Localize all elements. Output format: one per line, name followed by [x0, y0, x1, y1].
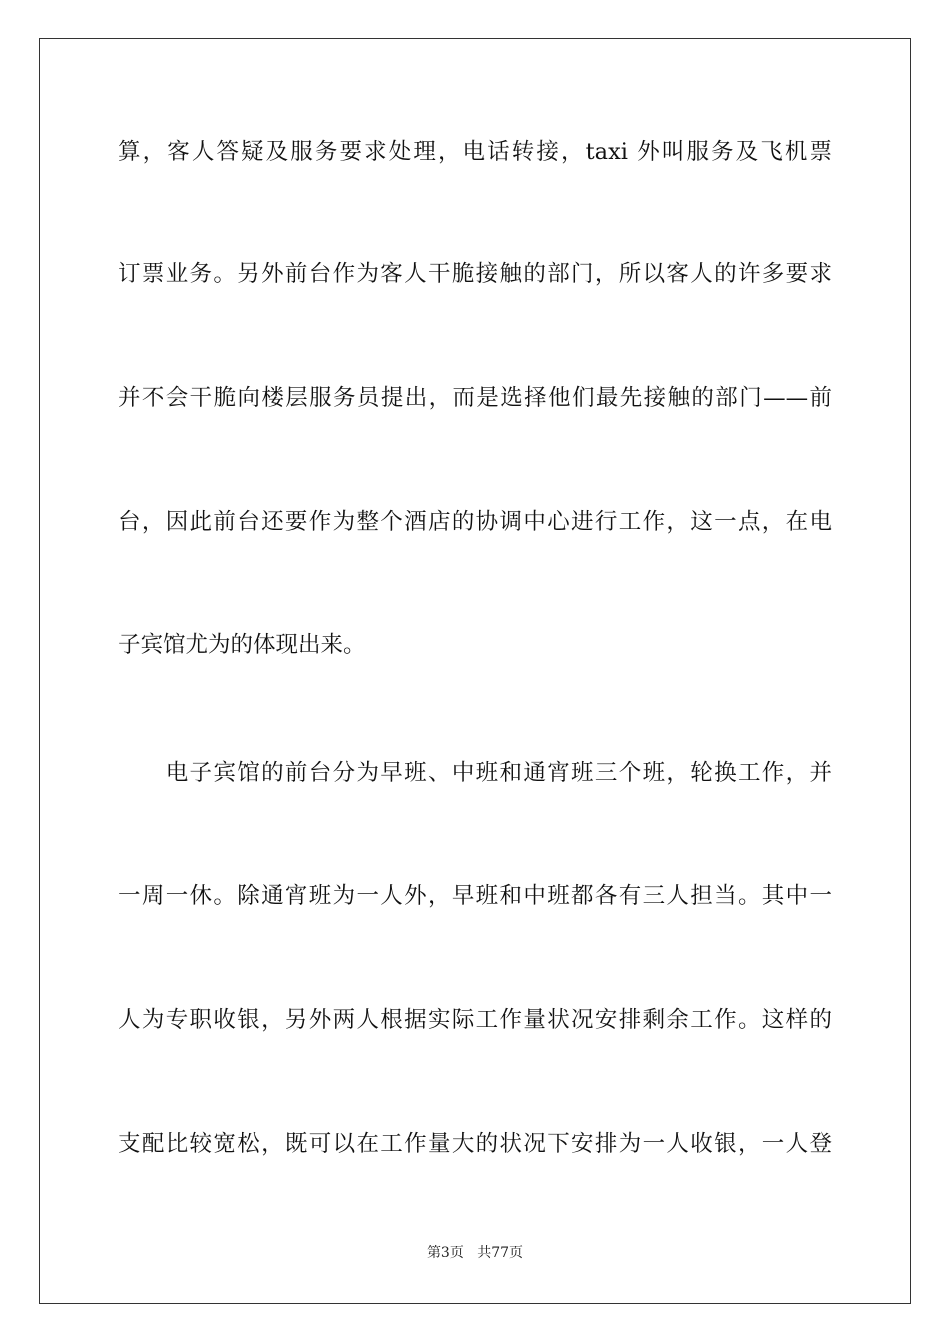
text-line-4: 台，因此前台还要作为整个酒店的协调中心进行工作，这一点，在电: [118, 509, 832, 535]
text-line-6: 电子宾馆的前台分为早班、中班和通宵班三个班，轮换工作，并: [118, 760, 832, 786]
page-total: 共77页: [477, 1245, 524, 1261]
text-line-1: 算，客人答疑及服务要求处理，电话转接，taxi 外叫服务及飞机票: [118, 139, 832, 165]
text-line-2: 订票业务。另外前台作为客人干脆接触的部门，所以客人的许多要求: [118, 261, 832, 287]
page-frame: [39, 38, 911, 1304]
text-line-8: 人为专职收银，另外两人根据实际工作量状况安排剩余工作。这样的: [118, 1007, 832, 1033]
page-number: 第3页: [426, 1245, 464, 1261]
page-footer: [0, 1243, 950, 1263]
text-line-3: 并不会干脆向楼层服务员提出，而是选择他们最先接触的部门——前: [118, 385, 832, 411]
text-line-5: 子宾馆尤为的体现出来。: [118, 632, 366, 658]
text-line-7: 一周一休。除通宵班为一人外，早班和中班都各有三人担当。其中一: [118, 883, 832, 909]
text-line-9: 支配比较宽松，既可以在工作量大的状况下安排为一人收银，一人登: [118, 1131, 832, 1157]
